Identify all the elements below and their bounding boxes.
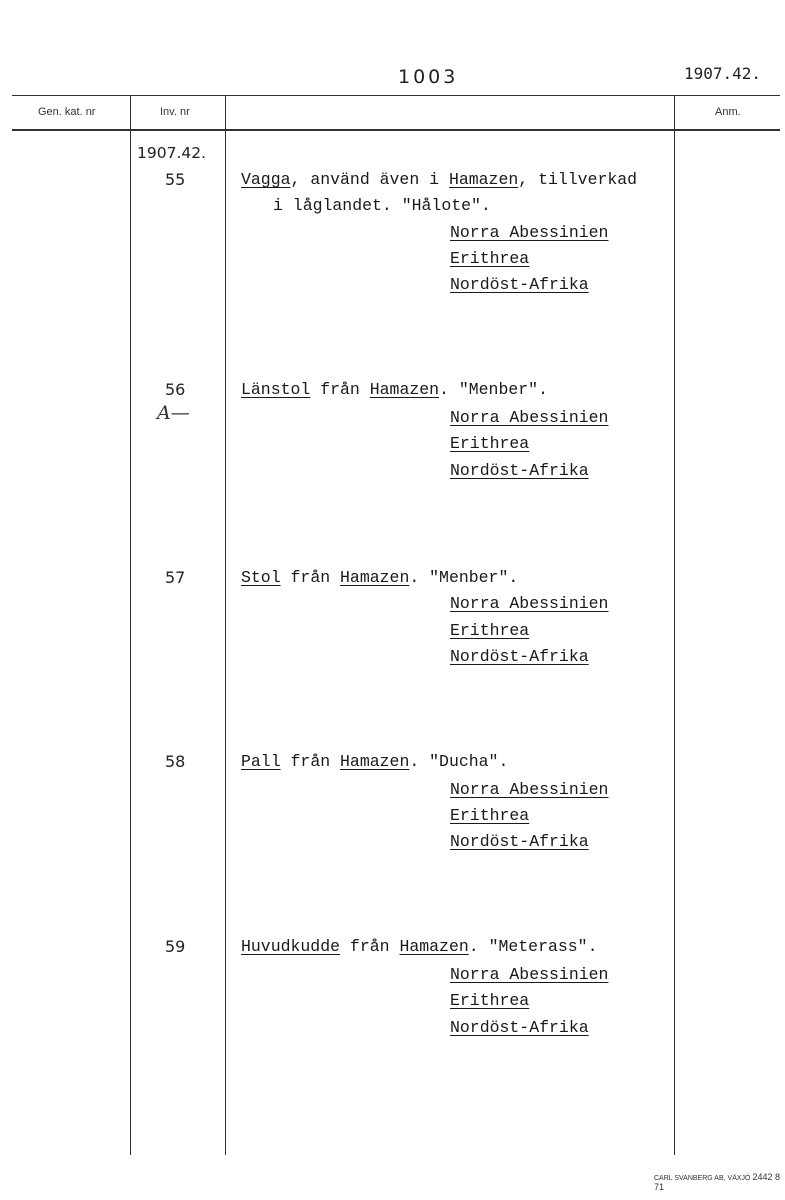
column-header-inv: Inv. nr (160, 106, 190, 118)
place-name: Hamazen (399, 937, 469, 956)
description-text: från (340, 937, 400, 956)
description-text: från (280, 568, 341, 587)
place-name: Hamazen (448, 170, 519, 189)
region-line: Norra Abessinien (450, 965, 609, 984)
column-divider-1 (130, 95, 131, 1155)
region-line: Norra Abessinien (450, 408, 609, 427)
place-name: Hamazen (369, 380, 440, 399)
entry-number: 56 (165, 380, 186, 399)
entry-description-continuation: i låglandet. "Hålote". (273, 196, 491, 215)
description-text: , tillverkad (518, 170, 638, 189)
column-divider-2 (225, 95, 226, 1155)
form-code: 2442 8 71 (654, 1172, 780, 1192)
object-name: Länstol (241, 380, 311, 399)
entry-description (241, 752, 508, 771)
entry-description (241, 380, 548, 399)
printer-name: CARL SVANBERG AB, VÄXJÖ (654, 1175, 751, 1182)
place-name: Hamazen (340, 752, 410, 771)
object-name: Stol (241, 568, 281, 587)
region-line: Norra Abessinien (450, 594, 609, 613)
place-name: Hamazen (340, 568, 410, 587)
entry-number: 58 (165, 752, 186, 771)
inventory-year: 1907.42. (137, 144, 207, 162)
description-text: från (310, 380, 370, 399)
entry-description (241, 170, 637, 189)
description-text: , använd även i (290, 170, 449, 189)
description-text: . "Menber". (409, 568, 519, 587)
handwritten-note: A— (157, 402, 190, 424)
region-line: Erithrea (450, 806, 530, 825)
column-header-gen-kat: Gen. kat. nr (38, 106, 96, 118)
region-line: Nordöst-Afrika (450, 832, 589, 851)
header-rule (12, 129, 780, 131)
register-id: 1907.42. (684, 64, 762, 83)
page-number: 1003 (398, 66, 459, 88)
description-text: . "Meterass". (468, 937, 598, 956)
region-line: Erithrea (450, 434, 530, 453)
region-line: Erithrea (450, 621, 530, 640)
region-line: Nordöst-Afrika (450, 1018, 589, 1037)
description-text: . "Ducha". (409, 752, 509, 771)
region-line: Erithrea (450, 249, 530, 268)
column-divider-3 (674, 95, 675, 1155)
entry-description (241, 937, 598, 956)
object-name: Vagga (241, 170, 291, 189)
region-line: Nordöst-Afrika (450, 647, 589, 666)
top-rule (12, 95, 780, 96)
entry-description (241, 568, 518, 587)
printer-imprint (654, 1172, 785, 1192)
column-header-anm: Anm. (715, 106, 741, 118)
object-name: Huvudkudde (241, 937, 341, 956)
entry-number: 57 (165, 568, 186, 587)
description-text: . "Menber". (439, 380, 548, 399)
description-text: från (280, 752, 341, 771)
region-line: Nordöst-Afrika (450, 275, 589, 294)
region-line: Erithrea (450, 991, 530, 1010)
object-name: Pall (241, 752, 281, 771)
entry-number: 59 (165, 937, 186, 956)
region-line: Norra Abessinien (450, 223, 609, 242)
region-line: Nordöst-Afrika (450, 461, 589, 480)
region-line: Norra Abessinien (450, 780, 609, 799)
entry-number: 55 (165, 170, 186, 189)
